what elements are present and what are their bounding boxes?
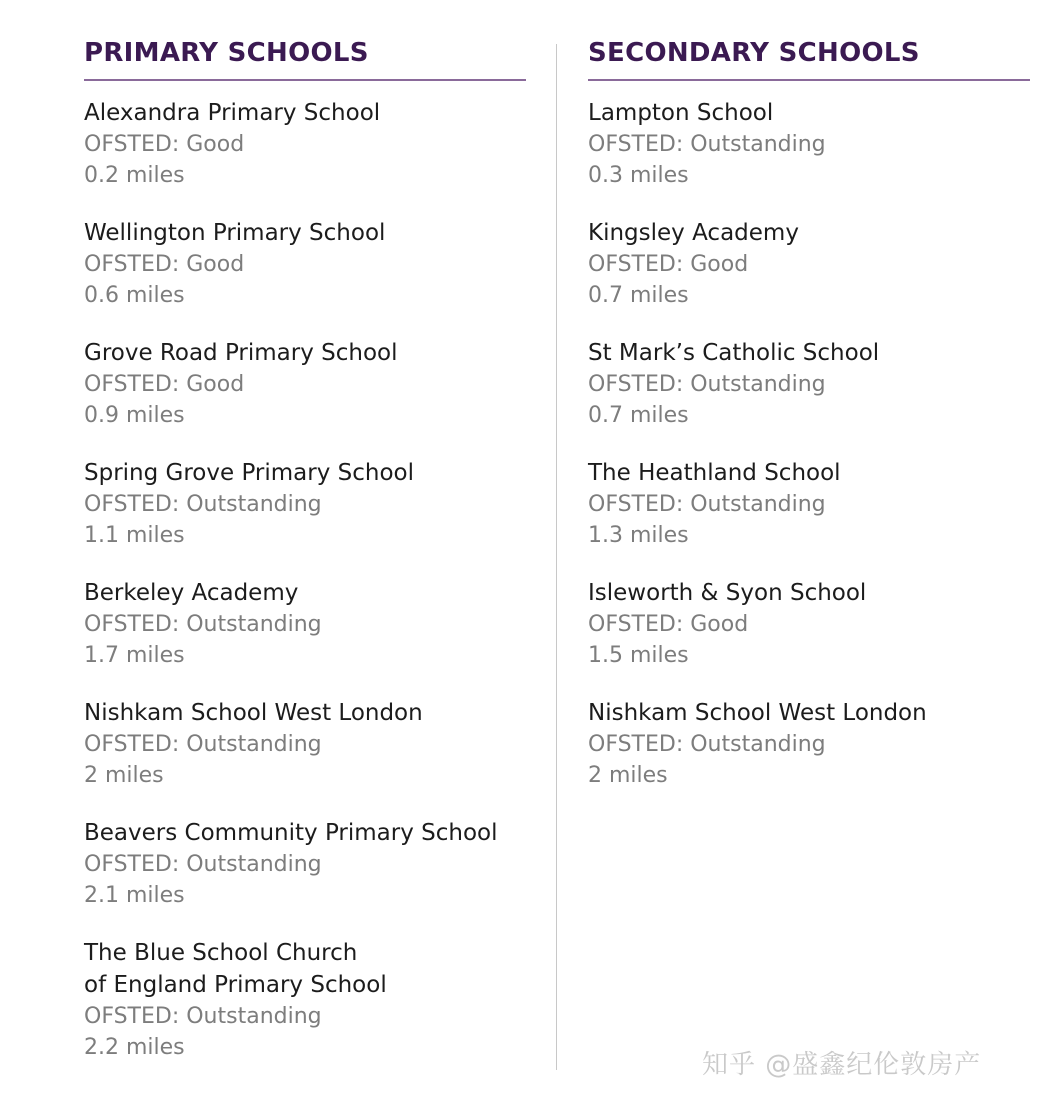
secondary-schools-column <box>588 36 1030 817</box>
distance: 2 miles <box>84 763 164 788</box>
ofsted-rating: OFSTED: Outstanding <box>84 492 322 517</box>
school-entry <box>588 457 1030 551</box>
distance: 1.7 miles <box>84 643 185 668</box>
school-entry <box>84 337 526 431</box>
school-name: Beavers Community Primary School <box>84 820 498 846</box>
school-entry <box>84 817 526 911</box>
school-name: The Heathland School <box>588 460 841 486</box>
school-entry <box>84 97 526 191</box>
school-entry <box>588 577 1030 671</box>
school-name: Berkeley Academy <box>84 580 299 606</box>
distance: 1.5 miles <box>588 643 689 668</box>
column-divider <box>556 44 557 1070</box>
school-name: Wellington Primary School <box>84 220 386 246</box>
distance: 0.7 miles <box>588 403 689 428</box>
distance: 0.6 miles <box>84 283 185 308</box>
distance: 1.1 miles <box>84 523 185 548</box>
ofsted-rating: OFSTED: Good <box>588 252 749 277</box>
ofsted-rating: OFSTED: Outstanding <box>588 492 826 517</box>
school-name: St Mark’s Catholic School <box>588 340 880 366</box>
school-entry <box>84 217 526 311</box>
distance: 0.3 miles <box>588 163 689 188</box>
school-name: Grove Road Primary School <box>84 340 398 366</box>
school-name: Lampton School <box>588 100 774 126</box>
ofsted-rating: OFSTED: Outstanding <box>84 732 322 757</box>
secondary-schools-heading: SECONDARY SCHOOLS <box>588 36 1030 81</box>
ofsted-rating: OFSTED: Outstanding <box>588 372 826 397</box>
school-entry <box>84 457 526 551</box>
school-name: Alexandra Primary School <box>84 100 381 126</box>
school-name: Kingsley Academy <box>588 220 799 246</box>
school-name: Spring Grove Primary School <box>84 460 414 486</box>
ofsted-rating: OFSTED: Good <box>84 132 245 157</box>
ofsted-rating: OFSTED: Good <box>588 612 749 637</box>
school-entry <box>588 337 1030 431</box>
school-entry <box>84 577 526 671</box>
school-name: The Blue School Church of England Primary School <box>84 940 387 998</box>
primary-schools-column <box>84 36 526 1089</box>
school-entry <box>588 697 1030 791</box>
school-entry <box>588 97 1030 191</box>
school-entry <box>84 937 526 1063</box>
distance: 2 miles <box>588 763 668 788</box>
distance: 1.3 miles <box>588 523 689 548</box>
secondary-school-list <box>588 97 1030 791</box>
ofsted-rating: OFSTED: Good <box>84 252 245 277</box>
distance: 0.2 miles <box>84 163 185 188</box>
watermark: 知乎 @盛鑫纪伦敦房产 <box>702 1050 982 1080</box>
distance: 0.9 miles <box>84 403 185 428</box>
distance: 0.7 miles <box>588 283 689 308</box>
school-name: Isleworth & Syon School <box>588 580 867 606</box>
ofsted-rating: OFSTED: Outstanding <box>84 852 322 877</box>
ofsted-rating: OFSTED: Outstanding <box>84 1004 322 1029</box>
distance: 2.1 miles <box>84 883 185 908</box>
primary-school-list <box>84 97 526 1063</box>
school-entry <box>84 697 526 791</box>
ofsted-rating: OFSTED: Outstanding <box>84 612 322 637</box>
school-name: Nishkam School West London <box>588 700 927 726</box>
school-name: Nishkam School West London <box>84 700 423 726</box>
ofsted-rating: OFSTED: Outstanding <box>588 132 826 157</box>
primary-schools-heading: PRIMARY SCHOOLS <box>84 36 526 81</box>
school-entry <box>588 217 1030 311</box>
ofsted-rating: OFSTED: Good <box>84 372 245 397</box>
distance: 2.2 miles <box>84 1035 185 1060</box>
ofsted-rating: OFSTED: Outstanding <box>588 732 826 757</box>
